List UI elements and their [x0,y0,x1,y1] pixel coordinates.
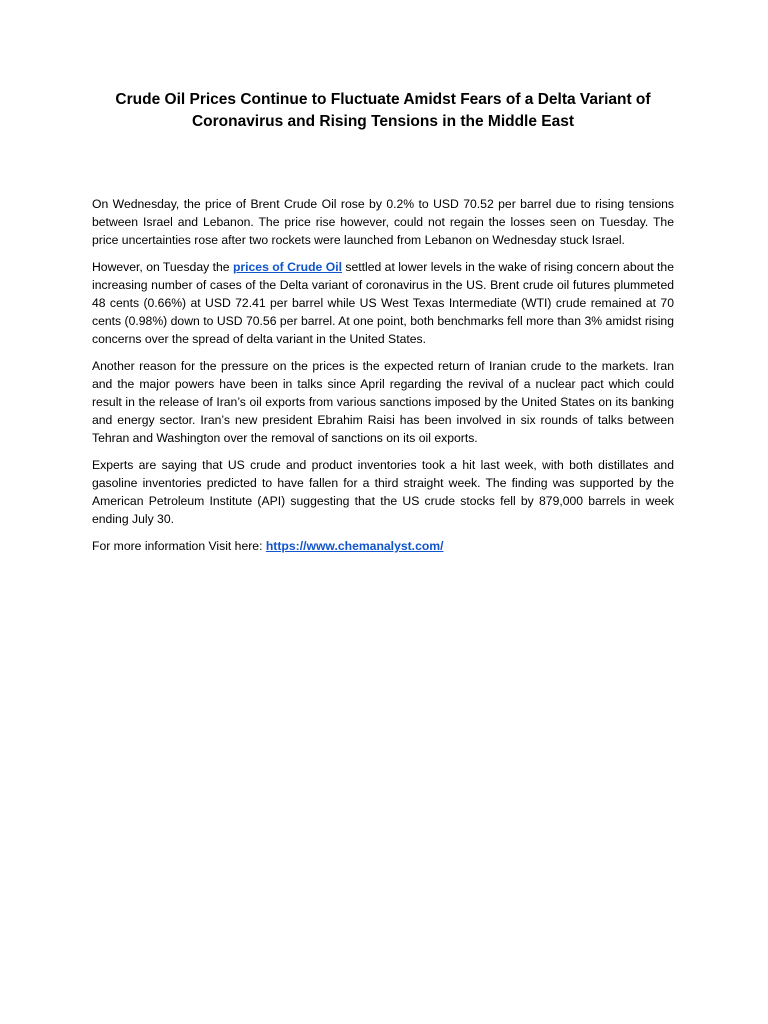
paragraph-2 [92,258,674,348]
paragraph-2-rest: settled at lower levels in the wake of rising concern about the increasing number of cases of the Delta variant of coronavirus in the US. Brent crude oil futures plummeted 48 cents (0.66%) at USD 72.41 per barrel while US West Texas Intermediate (WTI) crude remained at 70 cents (0.98%) down to USD 70.56 per barrel. At one point, both benchmarks fell more than 3% amidst rising concerns over the spread of delta variant in the United States. [92,260,674,346]
document-title: Crude Oil Prices Continue to Fluctuate Amidst Fears of a Delta Variant of Coronavirus and Rising Tensions in the Middle East [115,91,651,130]
more-info-label: For more information Visit here: [92,539,266,553]
chemanalyst-link[interactable]: https://www.chemanalyst.com/ [265,539,444,553]
more-info-line [92,537,674,555]
paragraph-1: On Wednesday, the price of Brent Crude Oil rose by 0.2% to USD 70.52 per barrel due to rising tensions between Israel and Lebanon. The price rise however, could not regain the losses seen on Tuesday. The price uncertainties rose after two rockets were launched from Lebanon on Wednesday stuck Israel. [92,197,674,247]
crude-oil-prices-link[interactable]: prices of Crude Oil [232,260,342,274]
paragraph-4: Experts are saying that US crude and product inventories took a hit last week, with both distillates and gasoline inventories predicted to have fallen for a third straight week. The finding was supported by the American Petroleum Institute (API) suggesting that the US crude stocks fell by 879,000 barrels in week ending July 30. [92,458,674,526]
paragraph-3: Another reason for the pressure on the prices is the expected return of Iranian crude to the markets. Iran and the major powers have been in talks since April regarding the revival of a nuclear pact which could result in the release of Iran’s oil exports from various sanctions imposed by the United States on its banking and energy sector. Iran’s new president Ebrahim Raisi has been involved in six rounds of talks between Tehran and Washington over the removal of sanctions on its oil exports. [92,359,674,445]
document-body [92,195,674,564]
paragraph-2-intro: However, on Tuesday the [92,260,233,274]
